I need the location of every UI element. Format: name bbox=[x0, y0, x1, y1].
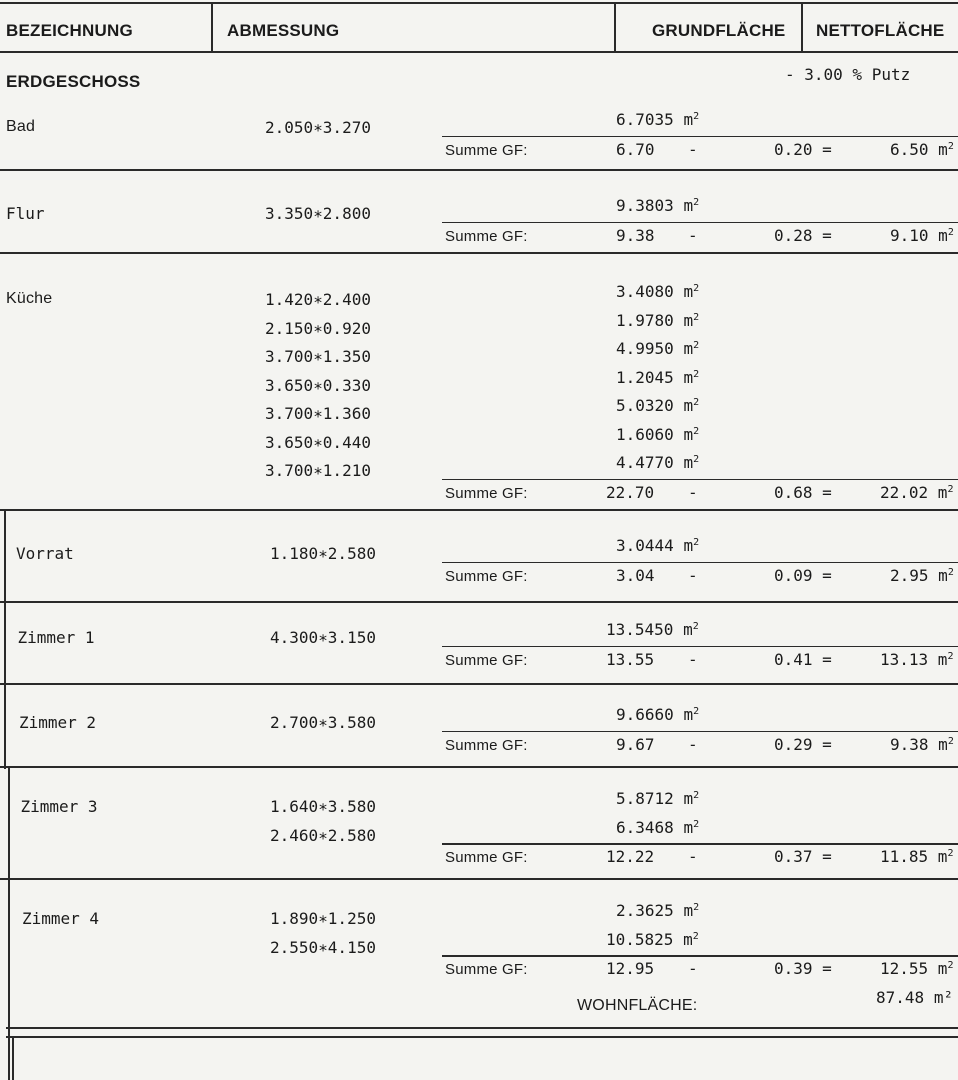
minus-sign: - bbox=[688, 225, 698, 245]
header-grundflaeche: GRUNDFLÄCHE bbox=[652, 21, 786, 40]
sum-value: 6.70 bbox=[616, 139, 655, 159]
room-area: 9.6660 $m^2$ bbox=[616, 705, 700, 724]
sum-value: 9.38 bbox=[616, 225, 655, 245]
deduction-value: 0.09 = bbox=[774, 565, 832, 585]
sum-value: 13.55 bbox=[606, 649, 655, 669]
summe-gf-label: Summe GF: bbox=[445, 961, 528, 978]
sum-value: 3.04 bbox=[616, 565, 655, 585]
room-separator bbox=[0, 509, 958, 511]
summe-gf-label: Summe GF: bbox=[445, 849, 528, 866]
net-value: 12.55 $m^2$ bbox=[880, 959, 954, 978]
area-unit: $m^2$ bbox=[683, 396, 700, 415]
sum-value: 12.95 bbox=[606, 959, 655, 978]
room-name: Zimmer 3 bbox=[20, 797, 98, 816]
room-dimension: 2.550∗4.150 bbox=[270, 937, 376, 957]
room-name: Zimmer 2 bbox=[19, 713, 97, 732]
area-unit: $m^2$ bbox=[683, 705, 700, 724]
net-unit: $m^2$ bbox=[938, 225, 954, 245]
room-separator bbox=[0, 601, 958, 603]
sum-rule bbox=[442, 136, 958, 138]
room-separator bbox=[0, 683, 958, 685]
room-dimension: 3.650∗0.330 bbox=[265, 375, 371, 395]
sum-rule bbox=[442, 731, 958, 733]
total-label: WOHNFLÄCHE: bbox=[577, 997, 698, 1014]
area-unit: $m^2$ bbox=[683, 110, 700, 129]
header-bezeichnung: BEZEICHNUNG bbox=[6, 21, 133, 40]
room-dimension: 3.700∗1.360 bbox=[265, 404, 371, 423]
deduction-value: 0.37 = bbox=[774, 847, 832, 866]
room-area: 2.3625 $m^2$ bbox=[616, 901, 700, 920]
room-separator bbox=[0, 252, 958, 254]
net-unit: $m^2$ bbox=[937, 649, 954, 669]
minus-sign: - bbox=[688, 139, 698, 159]
net-value: 2.95 $m^2$ bbox=[890, 565, 954, 585]
net-unit: $m^2$ bbox=[937, 959, 954, 978]
room-dimension: 1.640∗3.580 bbox=[270, 797, 376, 816]
minus-sign: - bbox=[688, 734, 698, 754]
sum-value: 9.67 bbox=[616, 734, 655, 754]
section-title: ERDGESCHOSS bbox=[6, 72, 141, 91]
net-unit: $m^2$ bbox=[937, 482, 954, 502]
area-unit: $m^2$ bbox=[683, 789, 700, 808]
summe-gf-label: Summe GF: bbox=[445, 651, 528, 669]
room-area: 1.9780 $m^2$ bbox=[616, 310, 700, 330]
total-value: 87.48 m² bbox=[876, 988, 954, 1007]
sum-rule bbox=[442, 222, 958, 224]
room-area: 9.3803 $m^2$ bbox=[616, 196, 700, 215]
minus-sign: - bbox=[688, 959, 698, 978]
area-unit: $m^2$ bbox=[683, 310, 700, 330]
net-value: 9.38 $m^2$ bbox=[890, 734, 954, 754]
room-area: 5.0320 $m^2$ bbox=[616, 396, 700, 415]
room-dimension: 3.350∗2.800 bbox=[265, 204, 371, 223]
room-dimension: 3.700∗1.210 bbox=[265, 461, 371, 480]
room-dimension: 2.050∗3.270 bbox=[265, 118, 371, 137]
room-name: Flur bbox=[6, 204, 45, 223]
area-unit: $m^2$ bbox=[683, 367, 700, 387]
room-area: 13.5450 $m^2$ bbox=[606, 620, 699, 639]
minus-sign: - bbox=[688, 847, 698, 866]
room-name: Zimmer 1 bbox=[17, 628, 95, 647]
deduction-value: 0.41 = bbox=[774, 649, 832, 669]
room-separator bbox=[0, 878, 958, 880]
room-name: Zimmer 4 bbox=[22, 909, 100, 928]
area-unit: $m^2$ bbox=[683, 901, 700, 920]
net-unit: $m^2$ bbox=[938, 734, 954, 754]
net-value: 6.50 $m^2$ bbox=[890, 139, 954, 159]
room-area: 4.4770 $m^2$ bbox=[616, 453, 700, 472]
room-dimension: 2.460∗2.580 bbox=[270, 825, 376, 845]
room-dimension: 2.150∗0.920 bbox=[265, 318, 371, 338]
area-unit: $m^2$ bbox=[683, 817, 700, 837]
room-area: 6.7035 $m^2$ bbox=[616, 110, 700, 129]
net-value: 13.13 $m^2$ bbox=[880, 649, 954, 669]
area-unit: $m^2$ bbox=[683, 196, 700, 215]
room-separator bbox=[0, 169, 958, 171]
total-unit: m² bbox=[933, 988, 954, 1007]
room-dimension: 2.700∗3.580 bbox=[270, 713, 376, 732]
net-value: 22.02 $m^2$ bbox=[880, 482, 954, 502]
room-separator bbox=[0, 766, 958, 768]
left-border bbox=[8, 766, 10, 1080]
room-dimension: 1.180∗2.580 bbox=[270, 544, 376, 563]
deduction-note: - 3.00 % Putz bbox=[785, 65, 911, 84]
room-area: 1.6060 $m^2$ bbox=[616, 424, 700, 444]
minus-sign: - bbox=[688, 565, 698, 585]
area-unit: $m^2$ bbox=[683, 282, 700, 301]
room-dimension: 3.650∗0.440 bbox=[265, 432, 371, 452]
summe-gf-label: Summe GF: bbox=[445, 567, 528, 585]
room-name: Küche bbox=[6, 290, 53, 307]
sum-rule bbox=[442, 955, 958, 957]
summe-gf-label: Summe GF: bbox=[445, 141, 528, 159]
room-area: 3.4080 $m^2$ bbox=[616, 282, 700, 301]
deduction-value: 0.20 = bbox=[774, 139, 832, 159]
room-area: 10.5825 $m^2$ bbox=[606, 929, 699, 949]
summe-gf-label: Summe GF: bbox=[445, 484, 528, 502]
sum-rule bbox=[442, 843, 958, 845]
sum-rule bbox=[442, 562, 958, 564]
net-value: 9.10 $m^2$ bbox=[890, 225, 954, 245]
net-unit: $m^2$ bbox=[938, 565, 954, 585]
net-unit: $m^2$ bbox=[937, 847, 954, 866]
deduction-value: 0.28 = bbox=[774, 225, 832, 245]
summe-gf-label: Summe GF: bbox=[445, 227, 528, 245]
room-area: 5.8712 $m^2$ bbox=[616, 789, 700, 808]
sum-rule bbox=[442, 646, 958, 648]
summe-gf-label: Summe GF: bbox=[445, 736, 528, 754]
deduction-value: 0.68 = bbox=[774, 482, 832, 502]
room-dimension: 1.420∗2.400 bbox=[265, 290, 371, 309]
room-dimension: 1.890∗1.250 bbox=[270, 909, 376, 928]
room-name: Vorrat bbox=[16, 544, 74, 563]
area-unit: $m^2$ bbox=[683, 620, 699, 639]
area-unit: $m^2$ bbox=[683, 929, 699, 949]
left-border bbox=[4, 509, 6, 769]
area-unit: $m^2$ bbox=[683, 424, 700, 444]
area-unit: $m^2$ bbox=[683, 536, 700, 555]
minus-sign: - bbox=[688, 649, 698, 669]
net-unit: $m^2$ bbox=[938, 139, 954, 159]
header-abmessung: ABMESSUNG bbox=[227, 21, 340, 40]
deduction-value: 0.29 = bbox=[774, 734, 832, 754]
room-name: Bad bbox=[6, 118, 36, 135]
room-area: 3.0444 $m^2$ bbox=[616, 536, 700, 555]
area-unit: $m^2$ bbox=[683, 339, 700, 358]
room-dimension: 3.700∗1.350 bbox=[265, 347, 371, 366]
sum-value: 22.70 bbox=[606, 482, 655, 502]
deduction-value: 0.39 = bbox=[774, 959, 832, 978]
minus-sign: - bbox=[688, 482, 698, 502]
room-area: 1.2045 $m^2$ bbox=[616, 367, 700, 387]
header-nettoflaeche: NETTOFLÄCHE bbox=[816, 21, 945, 40]
area-unit: $m^2$ bbox=[683, 453, 700, 472]
sum-rule bbox=[442, 479, 958, 481]
room-area: 4.9950 $m^2$ bbox=[616, 339, 700, 358]
net-value: 11.85 $m^2$ bbox=[880, 847, 954, 866]
room-area: 6.3468 $m^2$ bbox=[616, 817, 700, 837]
room-dimension: 4.300∗3.150 bbox=[270, 628, 376, 647]
sum-value: 12.22 bbox=[606, 847, 655, 866]
